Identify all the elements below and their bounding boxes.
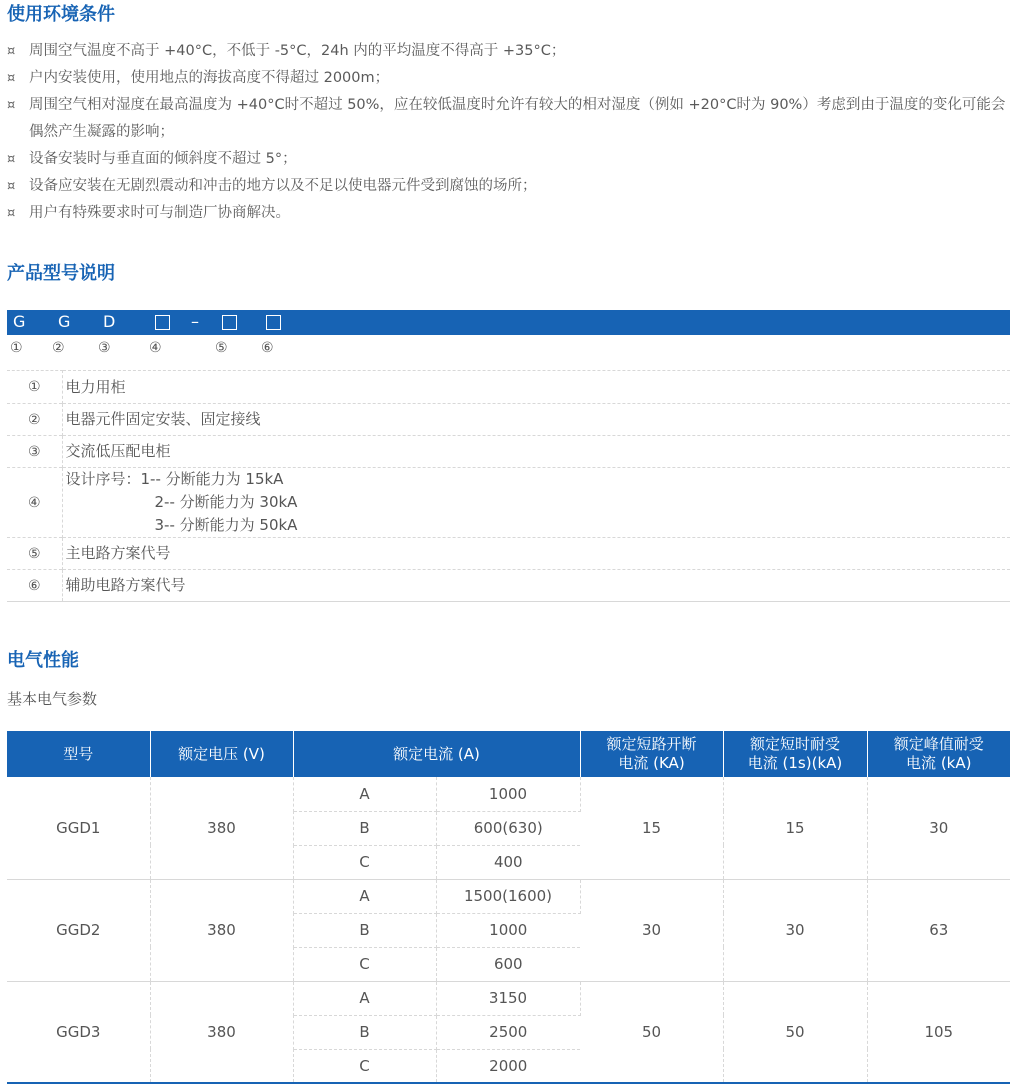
bullet-icon: ¤ [7, 98, 16, 113]
table-row [7, 777, 1010, 811]
model-code-numbers [7, 340, 1010, 362]
code-number: ① [10, 340, 23, 356]
cell-current: 1000 [436, 777, 580, 811]
table-row [7, 570, 1010, 602]
model-section-title: 产品型号说明 [7, 263, 115, 284]
table-row [7, 371, 1010, 404]
cell-model: GGD2 [7, 879, 150, 981]
code-placeholder-box [155, 315, 170, 330]
code-letter-g2: G [58, 312, 71, 331]
table-row [7, 538, 1010, 570]
env-conditions-list [7, 38, 1011, 227]
list-item: ¤ 户内安装使用，使用地点的海拔高度不得超过 2000m； [7, 65, 1011, 92]
cell-grade: B [293, 913, 436, 947]
list-item: ¤ 设备安装时与垂直面的倾斜度不超过 5°； [7, 146, 1011, 173]
code-letter-g1: G [13, 312, 26, 331]
row-number: ④ [7, 468, 62, 538]
cell-short-time: 50 [723, 981, 867, 1083]
row-description: 设计序号：1-- 分断能力为 15kA 2-- 分断能力为 30kA 3-- 分断能力为 50kA [62, 468, 1010, 538]
row-number: ① [7, 371, 62, 404]
code-number: ④ [149, 340, 162, 356]
cell-peak: 30 [867, 777, 1010, 879]
row-number: ⑥ [7, 570, 62, 602]
list-item: ¤ 周围空气温度不高于 +40°C，不低于 -5°C，24h 内的平均温度不得高于 +35°C； [7, 38, 1011, 65]
list-item: ¤ 周围空气相对湿度在最高温度为 +40°C时不超过 50%，应在较低温度时允许有较大的相对湿度（例如 +20°C时为 90%）考虑到由于温度的变化可能会偶然产生凝露的影响； [7, 92, 1011, 146]
cell-voltage: 380 [150, 777, 293, 879]
model-code-bar [7, 310, 1010, 335]
table-row [7, 468, 1010, 538]
cell-peak: 105 [867, 981, 1010, 1083]
list-item: ¤ 用户有特殊要求时可与制造厂协商解决。 [7, 200, 1011, 227]
code-number: ③ [98, 340, 111, 356]
code-number: ⑤ [215, 340, 228, 356]
cell-current: 600(630) [436, 811, 580, 845]
cell-short-break: 30 [580, 879, 723, 981]
bullet-icon: ¤ [7, 206, 16, 221]
cell-peak: 63 [867, 879, 1010, 981]
cell-current: 2000 [436, 1049, 580, 1083]
cell-short-time: 15 [723, 777, 867, 879]
row-description: 交流低压配电柜 [62, 436, 1010, 468]
electrical-params-table [7, 731, 1010, 1084]
cell-grade: C [293, 845, 436, 879]
row-description: 电力用柜 [62, 371, 1010, 404]
cell-current: 1000 [436, 913, 580, 947]
cell-voltage: 380 [150, 879, 293, 981]
cell-voltage: 380 [150, 981, 293, 1083]
row-description: 辅助电路方案代号 [62, 570, 1010, 602]
bullet-icon: ¤ [7, 152, 16, 167]
model-explanation-table [7, 370, 1010, 602]
cell-current: 400 [436, 845, 580, 879]
row-number: ⑤ [7, 538, 62, 570]
code-dash: – [191, 312, 199, 331]
header-short-time: 额定短时耐受 电流 (1s)(kA) [723, 731, 867, 777]
row-description: 主电路方案代号 [62, 538, 1010, 570]
elec-subtitle: 基本电气参数 [7, 690, 98, 708]
cell-grade: A [293, 777, 436, 811]
cell-short-break: 15 [580, 777, 723, 879]
code-placeholder-box [266, 315, 281, 330]
cell-grade: C [293, 947, 436, 981]
row-number: ③ [7, 436, 62, 468]
code-number: ⑥ [261, 340, 274, 356]
table-row [7, 981, 1010, 1015]
cell-short-break: 50 [580, 981, 723, 1083]
row-description: 电器元件固定安装、固定接线 [62, 404, 1010, 436]
bullet-icon: ¤ [7, 71, 16, 86]
table-row [7, 404, 1010, 436]
cell-model: GGD1 [7, 777, 150, 879]
cell-grade: C [293, 1049, 436, 1083]
cell-model: GGD3 [7, 981, 150, 1083]
header-current: 额定电流 (A) [293, 731, 580, 777]
header-model: 型号 [7, 731, 150, 777]
cell-grade: B [293, 811, 436, 845]
cell-short-time: 30 [723, 879, 867, 981]
cell-current: 2500 [436, 1015, 580, 1049]
table-row [7, 879, 1010, 913]
cell-current: 3150 [436, 981, 580, 1015]
code-number: ② [52, 340, 65, 356]
cell-grade: B [293, 1015, 436, 1049]
header-voltage: 额定电压 (V) [150, 731, 293, 777]
row-number: ② [7, 404, 62, 436]
code-letter-d: D [103, 312, 116, 331]
header-peak: 额定峰值耐受 电流 (kA) [867, 731, 1010, 777]
table-row [7, 436, 1010, 468]
cell-current: 600 [436, 947, 580, 981]
code-placeholder-box [222, 315, 237, 330]
bullet-icon: ¤ [7, 179, 16, 194]
cell-grade: A [293, 879, 436, 913]
elec-section-title: 电气性能 [7, 650, 79, 671]
cell-grade: A [293, 981, 436, 1015]
cell-current: 1500(1600) [436, 879, 580, 913]
header-short-break: 额定短路开断 电流 (KA) [580, 731, 723, 777]
env-section-title: 使用环境条件 [7, 4, 115, 25]
table-header-row [7, 731, 1010, 777]
list-item: ¤ 设备应安装在无剧烈震动和冲击的地方以及不足以使电器元件受到腐蚀的场所； [7, 173, 1011, 200]
bullet-icon: ¤ [7, 44, 16, 59]
